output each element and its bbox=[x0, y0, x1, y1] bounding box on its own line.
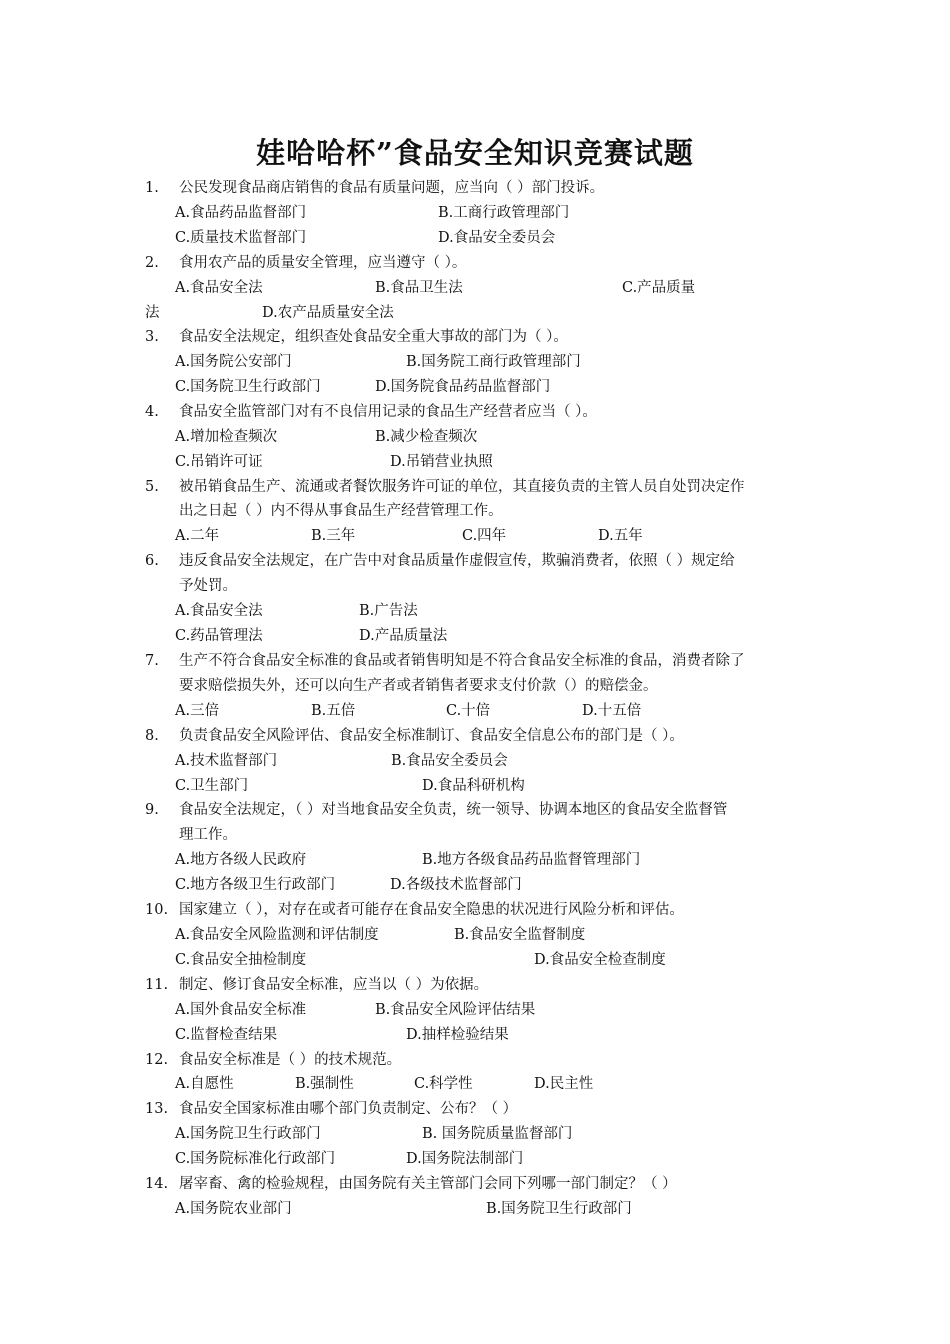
answer-option: A.国务院农业部门 bbox=[175, 1201, 292, 1217]
answer-option: D.产品质量法 bbox=[359, 628, 448, 644]
question-number: 13. bbox=[145, 1101, 169, 1117]
answer-option: D.抽样检验结果 bbox=[406, 1027, 509, 1043]
answer-option: C.监督检查结果 bbox=[175, 1027, 278, 1043]
answer-option: B.国务院工商行政管理部门 bbox=[406, 354, 581, 370]
question-stem: 被吊销食品生产、流通或者餐饮服务许可证的单位，其直接负责的主管人员自处罚决定作 bbox=[179, 479, 745, 495]
answer-option: B.食品卫生法 bbox=[375, 280, 463, 296]
question-stem: 食品安全法规定，（ ）对当地食品安全负责，统一领导、协调本地区的食品安全监督管 bbox=[179, 802, 728, 818]
question-stem: 食品安全标准是（ ）的技术规范。 bbox=[179, 1052, 402, 1068]
question-stem: 要求赔偿损失外，还可以向生产者或者销售者要求支付价款（）的赔偿金。 bbox=[179, 678, 658, 694]
answer-option: B.强制性 bbox=[295, 1076, 354, 1092]
question-stem: 食品安全法规定，组织查处食品安全重大事故的部门为（ ）。 bbox=[179, 329, 568, 345]
answer-option: C.国务院标准化行政部门 bbox=[175, 1151, 336, 1167]
answer-option: A.自愿性 bbox=[175, 1076, 234, 1092]
answer-option: C.食品安全抽检制度 bbox=[175, 952, 307, 968]
question-number: 12. bbox=[145, 1052, 169, 1068]
answer-option: B.食品安全委员会 bbox=[391, 753, 508, 769]
answer-option: C.地方各级卫生行政部门 bbox=[175, 877, 336, 893]
question-stem: 食用农产品的质量安全管理，应当遵守（ ）。 bbox=[179, 255, 467, 271]
answer-option: D.民主性 bbox=[534, 1076, 594, 1092]
answer-option: D.国务院食品药品监督部门 bbox=[375, 379, 551, 395]
answer-option: A.国外食品安全标准 bbox=[175, 1002, 307, 1018]
answer-option: C.国务院卫生行政部门 bbox=[175, 379, 321, 395]
answer-option: D.农产品质量安全法 bbox=[262, 305, 394, 321]
answer-option: A.增加检查频次 bbox=[175, 429, 278, 445]
answer-option: A.食品安全风险监测和评估制度 bbox=[175, 927, 379, 943]
question-number: 11. bbox=[145, 977, 169, 993]
answer-option: A.二年 bbox=[175, 528, 220, 544]
document-title: 娃哈哈杯”食品安全知识竞赛试题 bbox=[256, 136, 694, 170]
answer-option: A.三倍 bbox=[175, 703, 220, 719]
answer-option: B.五倍 bbox=[311, 703, 356, 719]
question-number: 4. bbox=[145, 404, 159, 420]
question-stem: 制定、修订食品安全标准，应当以（ ）为依据。 bbox=[179, 977, 489, 993]
question-stem: 违反食品安全法规定，在广告中对食品质量作虚假宣传，欺骗消费者，依照（ ）规定给 bbox=[179, 553, 735, 569]
answer-option: A.国务院公安部门 bbox=[175, 354, 292, 370]
question-number: 1. bbox=[145, 180, 159, 196]
question-stem: 出之日起（ ）内不得从事食品生产经营管理工作。 bbox=[179, 503, 503, 519]
answer-option: A.食品安全法 bbox=[175, 280, 263, 296]
question-stem: 食品安全国家标准由哪个部门负责制定、公布？（ ） bbox=[179, 1101, 518, 1117]
answer-option: D.食品安全检查制度 bbox=[534, 952, 666, 968]
answer-option: C.科学性 bbox=[414, 1076, 473, 1092]
answer-option: D.国务院法制部门 bbox=[406, 1151, 524, 1167]
answer-option: B.食品安全风险评估结果 bbox=[375, 1002, 536, 1018]
answer-option: D.食品科研机构 bbox=[422, 778, 525, 794]
answer-option: B.国务院卫生行政部门 bbox=[486, 1201, 632, 1217]
question-stem: 负责食品安全风险评估、食品安全标准制订、食品安全信息公布的部门是（ ）。 bbox=[179, 728, 684, 744]
question-number: 14. bbox=[145, 1176, 169, 1192]
question-number: 10. bbox=[145, 902, 169, 918]
answer-option: A.食品安全法 bbox=[175, 603, 263, 619]
question-number: 9. bbox=[145, 802, 159, 818]
answer-option: C.吊销许可证 bbox=[175, 454, 263, 470]
question-number: 8. bbox=[145, 728, 159, 744]
question-stem: 公民发现食品商店销售的食品有质量问题，应当向（ ）部门投诉。 bbox=[179, 180, 605, 196]
answer-option: B.食品安全监督制度 bbox=[454, 927, 586, 943]
question-stem: 国家建立（ ），对存在或者可能存在食品安全隐患的状况进行风险分析和评估。 bbox=[179, 902, 684, 918]
question-number: 5. bbox=[145, 479, 159, 495]
answer-option: D.食品安全委员会 bbox=[438, 230, 556, 246]
answer-option: B.工商行政管理部门 bbox=[438, 205, 570, 221]
answer-option: C.十倍 bbox=[446, 703, 491, 719]
answer-option: D.各级技术监督部门 bbox=[390, 877, 522, 893]
answer-option: C.质量技术监督部门 bbox=[175, 230, 307, 246]
answer-option: B.三年 bbox=[311, 528, 356, 544]
question-number: 3. bbox=[145, 329, 159, 345]
question-number: 6. bbox=[145, 553, 159, 569]
question-stem: 予处罚。 bbox=[179, 578, 237, 594]
answer-option: C.四年 bbox=[462, 528, 507, 544]
answer-option: D.五年 bbox=[598, 528, 643, 544]
answer-option: B.广告法 bbox=[359, 603, 418, 619]
answer-option: D.十五倍 bbox=[582, 703, 642, 719]
question-stem: 食品安全监管部门对有不良信用记录的食品生产经营者应当（ ）。 bbox=[179, 404, 597, 420]
question-stem: 屠宰畜、禽的检验规程，由国务院有关主管部门会同下列哪一部门制定？（ ） bbox=[179, 1176, 677, 1192]
answer-option: C.产品质量 bbox=[622, 280, 696, 296]
question-number: 7. bbox=[145, 653, 159, 669]
answer-option: A.食品药品监督部门 bbox=[175, 205, 307, 221]
answer-option: C.药品管理法 bbox=[175, 628, 263, 644]
answer-option: 法 bbox=[145, 305, 160, 321]
question-stem: 理工作。 bbox=[179, 827, 237, 843]
answer-option: A.国务院卫生行政部门 bbox=[175, 1126, 321, 1142]
answer-option: A.技术监督部门 bbox=[175, 753, 278, 769]
answer-option: D.吊销营业执照 bbox=[390, 454, 493, 470]
question-number: 2. bbox=[145, 255, 159, 271]
answer-option: B. 国务院质量监督部门 bbox=[422, 1126, 573, 1142]
question-stem: 生产不符合食品安全标准的食品或者销售明知是不符合食品安全标准的食品，消费者除了 bbox=[179, 653, 745, 669]
answer-option: A.地方各级人民政府 bbox=[175, 852, 307, 868]
answer-option: C.卫生部门 bbox=[175, 778, 249, 794]
answer-option: B.减少检查频次 bbox=[375, 429, 478, 445]
answer-option: B.地方各级食品药品监督管理部门 bbox=[422, 852, 641, 868]
